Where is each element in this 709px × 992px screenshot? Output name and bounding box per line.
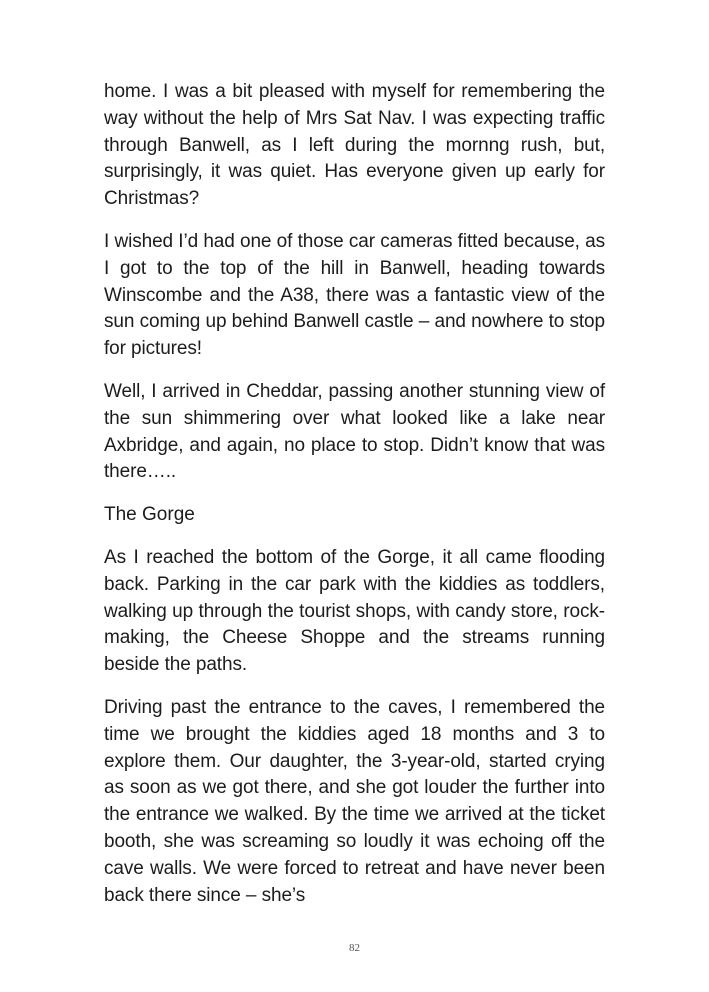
document-body [104, 79, 605, 925]
paragraph-1: home. I was a bit pleased with myself for remembering the way without the help of Mrs Sat Nav. I was expecting traffic through Banwell, as I left during the mornng rush, but, surprisingly, it was quiet. Has everyone given up early for Christmas? [104, 81, 605, 210]
paragraph-4: As I reached the bottom of the Gorge, it all came flooding back. Parking in the car park with the kiddies as toddlers, walking up through the tourist shops, with candy store, rock-making, the Cheese Shoppe and the streams running beside the paths. [104, 546, 605, 676]
paragraph-2: I wished I’d had one of those car cameras fitted because, as I got to the top of the hill in Banwell, heading towards Winscombe and the A38, there was a fantastic view of the sun coming up behind Banwell castle – and nowhere to stop for pictures! [104, 230, 605, 360]
page-number: 82 [349, 942, 360, 954]
section-heading: The Gorge [104, 504, 195, 526]
paragraph-3: Well, I arrived in Cheddar, passing another stunning view of the sun shimmering over what looked like a lake near Axbridge, and again, no place to stop. Didn’t know that was there….. [104, 380, 605, 483]
paragraph-5: Driving past the entrance to the caves, I remembered the time we brought the kiddies aged 18 months and 3 to explore them. Our daughter, the 3-year-old, started crying as soon as we got there, and she got louder the further into the entrance we walked. By the time we arrived at the ticket booth, she was screaming so loudly it was echoing off the cave walls. We were forced to retreat and have never been back there since – she’s [104, 696, 605, 906]
